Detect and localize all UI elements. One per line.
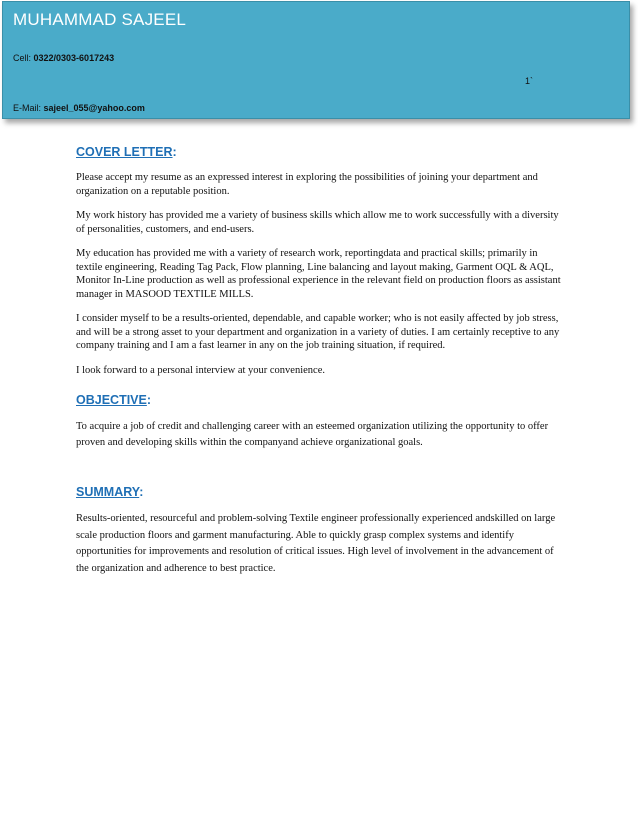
objective-text: To acquire a job of credit and challenging career with an esteemed organization utilizing the opportunity to offer proven and developing skills within the companyand achieve organizational goals. — [76, 421, 549, 448]
email-address: sajeel_055@yahoo.com — [43, 103, 145, 113]
objective-title: OBJECTIVE — [76, 393, 147, 407]
cover-paragraph-1: Please accept my resume as an expressed interest in exploring the possibilities of joining your department and organization on a reputable position. — [76, 172, 538, 197]
cover-letter-title: COVER LETTER — [76, 145, 173, 159]
cover-paragraph-2: My work history has provided me a variety of business skills which allow me to work successfully with a diversity of personalities, customers, and end-users. — [76, 210, 559, 235]
cover-letter-colon: : — [172, 145, 177, 159]
summary-title: SUMMARY — [76, 485, 140, 499]
email-line — [13, 103, 145, 113]
summary-colon: : — [139, 485, 144, 499]
resume-body — [76, 140, 566, 577]
cover-paragraph-4: I consider myself to be a results-oriented, dependable, and capable worker; who is not easily affected by job stress, and will be a strong asset to your department and organization in a variety of duties. I am certainly receptive to any company training and I am a fast learner in any on the job training situation, if required. — [76, 313, 560, 351]
stray-mark: 1` — [525, 76, 534, 86]
cover-paragraph-3: My education has provided me with a variety of research work, reportingdata and practical skills; primarily in textile engineering, Reading Tag Pack, Flow planning, Line balancing and layout making, Garment OQL & AQL, Monitor In-Line production as well as professional experience in the relevant field on production floors as assistant manager in MASOOD TEXTILE MILLS. — [76, 248, 561, 300]
objective-heading — [76, 393, 566, 407]
email-label: E-Mail: — [13, 103, 44, 113]
summary-text: Results-oriented, resourceful and problem-solving Textile engineer professionally experienced andskilled on large scale production floors and garment manufacturing. Able to quickly grasp complex systems and identify opportunities for improvements and resolution of critical issues. High level of involvement in the advancement of the organization and adherence to best practice. — [76, 513, 556, 574]
candidate-name: MUHAMMAD SAJEEL — [13, 10, 187, 29]
objective-colon: : — [146, 393, 152, 407]
cover-letter-heading — [76, 145, 566, 159]
cell-label: Cell: — [13, 53, 34, 63]
cover-paragraph-5: I look forward to a personal interview at your convenience. — [76, 364, 325, 376]
cell-line — [13, 53, 114, 63]
cell-number: 0322/0303-6017243 — [33, 53, 115, 63]
summary-heading — [76, 485, 566, 499]
header-banner — [2, 1, 630, 119]
